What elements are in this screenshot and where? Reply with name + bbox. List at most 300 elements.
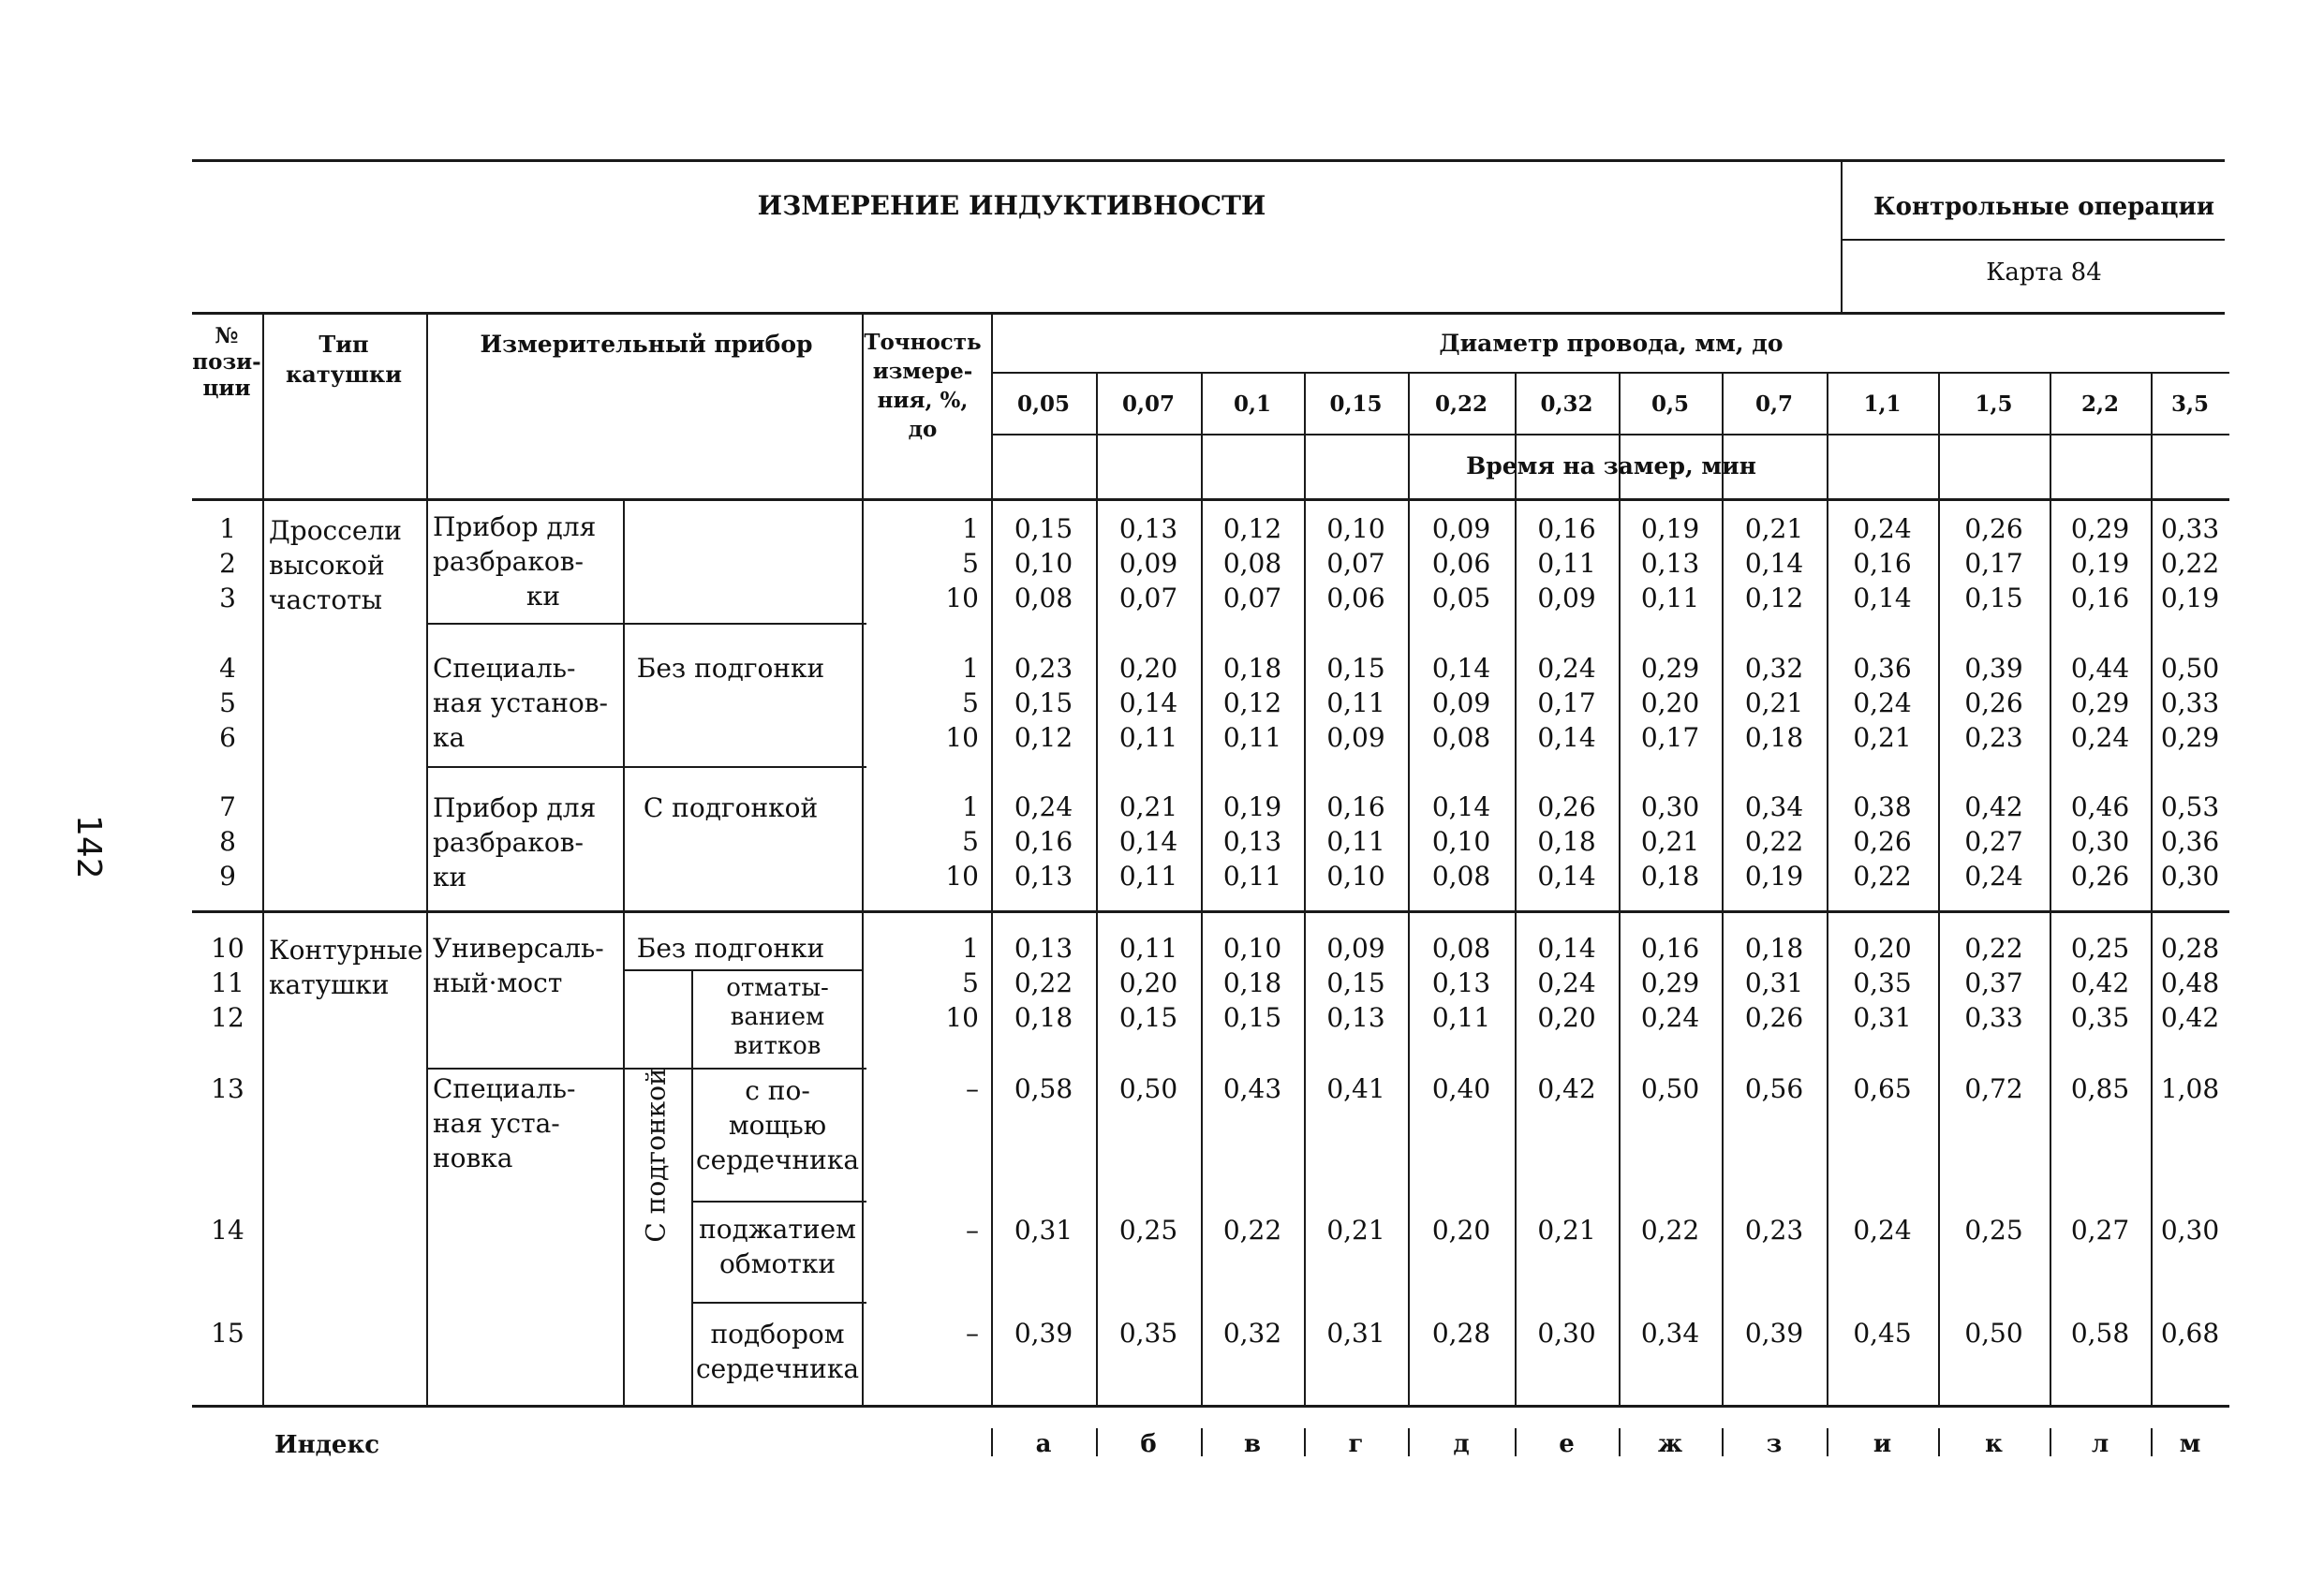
row-4-value-6: 0,24 [1537, 653, 1596, 684]
row-3-value-5: 0,05 [1431, 583, 1491, 613]
row-4-value-12: 0,50 [2160, 653, 2220, 684]
row-10-value-3: 0,10 [1222, 933, 1282, 964]
row-8-accuracy: 5 [962, 826, 979, 857]
diameter-8: 0,7 [1754, 391, 1794, 417]
table-bottom-rule [192, 1405, 2229, 1408]
row-2-value-1: 0,10 [1014, 548, 1073, 579]
row-9-value-1: 0,13 [1014, 861, 1073, 892]
row-5-value-11: 0,29 [2070, 687, 2130, 718]
coil-type-contour-line-2: катушки [269, 969, 390, 1000]
index-tick [2151, 1428, 2153, 1456]
row-15-value-10: 0,50 [1964, 1318, 2023, 1349]
row-2-value-3: 0,08 [1222, 548, 1282, 579]
row-3-accuracy: 10 [945, 583, 979, 613]
row-6-value-10: 0,23 [1964, 722, 2023, 753]
instrument-special-1-line-1: Специаль- [433, 653, 576, 684]
row-8-value-6: 0,18 [1537, 826, 1596, 857]
row-8-value-11: 0,30 [2070, 826, 2130, 857]
index-tick [2050, 1428, 2051, 1456]
card-number: Карта 84 [1986, 258, 2102, 287]
row-1-value-10: 0,26 [1964, 513, 2023, 544]
row-4-value-5: 0,14 [1431, 653, 1491, 684]
row-3-value-8: 0,12 [1744, 583, 1804, 613]
row-2-accuracy: 5 [962, 548, 979, 579]
row-1-value-5: 0,09 [1431, 513, 1491, 544]
row-12-position: 12 [211, 1002, 244, 1033]
index-tick [1515, 1428, 1517, 1456]
instrument-sorting-2-line-1: Прибор для [433, 792, 597, 823]
row-5-value-1: 0,15 [1014, 687, 1073, 718]
row-2-value-4: 0,07 [1326, 548, 1385, 579]
row-15-value-3: 0,32 [1222, 1318, 1282, 1349]
row-5-value-4: 0,11 [1326, 687, 1385, 718]
index-2: б [1140, 1430, 1157, 1458]
row-13-value-5: 0,40 [1431, 1073, 1491, 1104]
row-4-value-9: 0,36 [1853, 653, 1912, 684]
row-1-value-7: 0,19 [1640, 513, 1700, 544]
row-9-value-4: 0,10 [1326, 861, 1385, 892]
row-2-value-2: 0,09 [1118, 548, 1178, 579]
row-10-value-10: 0,22 [1964, 933, 2023, 964]
row-4-accuracy: 1 [962, 653, 979, 684]
row-7-accuracy: 1 [962, 791, 979, 822]
adjust-unwinding-line-2: ванием [730, 1003, 825, 1031]
row-7-value-4: 0,16 [1326, 791, 1385, 822]
row-1-accuracy: 1 [962, 513, 979, 544]
adjust-rule-1 [623, 969, 862, 971]
adjust-unwinding-line-1: отматы- [726, 974, 829, 1002]
diameter-col-rule [1304, 372, 1306, 1405]
index-1: а [1035, 1430, 1052, 1458]
row-12-value-2: 0,15 [1118, 1002, 1178, 1033]
row-12-value-5: 0,11 [1431, 1002, 1491, 1033]
row-2-value-8: 0,14 [1744, 548, 1804, 579]
row-9-value-10: 0,24 [1964, 861, 2023, 892]
row-15-position: 15 [211, 1318, 244, 1349]
row-1-value-2: 0,13 [1118, 513, 1178, 544]
row-15-value-8: 0,39 [1744, 1318, 1804, 1349]
row-8-value-10: 0,27 [1964, 826, 2023, 857]
row-10-position: 10 [211, 933, 244, 964]
index-tick [1619, 1428, 1621, 1456]
row-11-value-3: 0,18 [1222, 967, 1282, 998]
adjust-core-select-line-2: сердечника [695, 1353, 860, 1384]
row-6-value-2: 0,11 [1118, 722, 1178, 753]
accuracy-header-line-3: ния, %, [877, 388, 969, 413]
row-13-value-7: 0,50 [1640, 1073, 1700, 1104]
row-15-value-6: 0,30 [1537, 1318, 1596, 1349]
row-2-value-6: 0,11 [1537, 548, 1596, 579]
index-5: д [1453, 1430, 1470, 1458]
row-1-value-1: 0,15 [1014, 513, 1073, 544]
row-12-value-7: 0,24 [1640, 1002, 1700, 1033]
index-tick [1408, 1428, 1410, 1456]
row-1-value-6: 0,16 [1537, 513, 1596, 544]
row-6-value-7: 0,17 [1640, 722, 1700, 753]
row-6-value-8: 0,18 [1744, 722, 1804, 753]
row-13-value-2: 0,50 [1118, 1073, 1178, 1104]
diameter-12: 3,5 [2170, 391, 2210, 417]
row-12-value-9: 0,31 [1853, 1002, 1912, 1033]
row-15-value-11: 0,58 [2070, 1318, 2130, 1349]
section-rule [192, 910, 2229, 913]
adjust-with-vertical: С подгонкой [640, 1068, 672, 1243]
row-6-value-5: 0,08 [1431, 722, 1491, 753]
row-13-value-3: 0,43 [1222, 1073, 1282, 1104]
diameter-6: 0,32 [1540, 391, 1593, 417]
index-tick [1722, 1428, 1724, 1456]
row-1-value-3: 0,12 [1222, 513, 1282, 544]
row-6-value-1: 0,12 [1014, 722, 1073, 753]
adjust-core-help-line-1: с по- [745, 1075, 810, 1106]
group-rule-2 [426, 766, 866, 768]
index-tick [991, 1428, 993, 1456]
row-5-value-5: 0,09 [1431, 687, 1491, 718]
row-5-value-8: 0,21 [1744, 687, 1804, 718]
row-4-value-2: 0,20 [1118, 653, 1178, 684]
index-tick [1201, 1428, 1203, 1456]
row-10-value-5: 0,08 [1431, 933, 1491, 964]
row-10-value-2: 0,11 [1118, 933, 1178, 964]
header-divider [1841, 159, 1843, 314]
instrument-sorting-1-line-2: разбраков- [433, 546, 584, 577]
row-7-value-9: 0,38 [1853, 791, 1912, 822]
row-6-value-6: 0,14 [1537, 722, 1596, 753]
row-8-value-12: 0,36 [2160, 826, 2220, 857]
diameter-col-rule [1827, 372, 1828, 1405]
index-12: м [2179, 1430, 2201, 1458]
row-11-accuracy: 5 [962, 967, 979, 998]
coil-type-header-line-1: Тип [318, 331, 369, 358]
row-12-value-1: 0,18 [1014, 1002, 1073, 1033]
row-1-position: 1 [219, 513, 236, 544]
row-4-position: 4 [219, 653, 236, 684]
col-rule-diameter [991, 312, 993, 1405]
row-13-value-9: 0,65 [1853, 1073, 1912, 1104]
diameter-col-rule [1201, 372, 1203, 1405]
coil-type-chokes-line-3: частоты [269, 584, 383, 615]
row-7-value-7: 0,30 [1640, 791, 1700, 822]
row-3-value-10: 0,15 [1964, 583, 2023, 613]
row-11-value-11: 0,42 [2070, 967, 2130, 998]
row-10-value-9: 0,20 [1853, 933, 1912, 964]
row-13-value-4: 0,41 [1326, 1073, 1385, 1104]
row-5-value-10: 0,26 [1964, 687, 2023, 718]
row-11-value-8: 0,31 [1744, 967, 1804, 998]
row-6-value-11: 0,24 [2070, 722, 2130, 753]
row-9-accuracy: 10 [945, 861, 979, 892]
row-13-position: 13 [211, 1073, 244, 1104]
adjust-core-select-line-1: подбором [710, 1319, 845, 1350]
row-12-value-10: 0,33 [1964, 1002, 2023, 1033]
row-11-value-1: 0,22 [1014, 967, 1073, 998]
instrument-sorting-2-line-3: ки [433, 862, 467, 893]
row-2-value-11: 0,19 [2070, 548, 2130, 579]
instrument-special-2-line-2: ная уста- [433, 1108, 560, 1139]
row-14-value-6: 0,21 [1537, 1215, 1596, 1246]
adjust-unwinding-line-3: витков [733, 1032, 822, 1060]
adjust-none-2: Без подгонки [636, 933, 825, 964]
diameter-5: 0,22 [1434, 391, 1488, 417]
diameter-col-rule [1938, 372, 1940, 1405]
row-9-value-9: 0,22 [1853, 861, 1912, 892]
row-8-value-8: 0,22 [1744, 826, 1804, 857]
row-10-value-1: 0,13 [1014, 933, 1073, 964]
row-9-value-2: 0,11 [1118, 861, 1178, 892]
row-10-value-4: 0,09 [1326, 933, 1385, 964]
row-7-value-11: 0,46 [2070, 791, 2130, 822]
diameter-col-rule [1722, 372, 1724, 1405]
row-8-value-1: 0,16 [1014, 826, 1073, 857]
index-label: Индекс [274, 1431, 380, 1459]
row-7-value-12: 0,53 [2160, 791, 2220, 822]
row-1-value-8: 0,21 [1744, 513, 1804, 544]
coil-type-contour-line-1: Контурные [269, 935, 423, 966]
row-15-value-7: 0,34 [1640, 1318, 1700, 1349]
index-3: в [1243, 1430, 1262, 1458]
row-11-value-4: 0,15 [1326, 967, 1385, 998]
row-2-value-7: 0,13 [1640, 548, 1700, 579]
row-8-value-2: 0,14 [1118, 826, 1178, 857]
row-14-value-12: 0,30 [2160, 1215, 2220, 1246]
row-3-value-2: 0,07 [1118, 583, 1178, 613]
diameter-col-rule [1096, 372, 1098, 1405]
col-rule-pos [262, 312, 264, 1405]
row-9-value-12: 0,30 [2160, 861, 2220, 892]
page-number: 142 [69, 815, 108, 879]
row-3-value-3: 0,07 [1222, 583, 1282, 613]
row-12-accuracy: 10 [945, 1002, 979, 1033]
row-15-value-4: 0,31 [1326, 1318, 1385, 1349]
row-15-value-12: 0,68 [2160, 1318, 2220, 1349]
row-8-value-9: 0,26 [1853, 826, 1912, 857]
row-14-value-2: 0,25 [1118, 1215, 1178, 1246]
row-12-value-8: 0,26 [1744, 1002, 1804, 1033]
row-3-value-4: 0,06 [1326, 583, 1385, 613]
col-rule-method [691, 969, 693, 1405]
index-10: к [1985, 1430, 2003, 1458]
row-5-value-7: 0,20 [1640, 687, 1700, 718]
row-11-value-10: 0,37 [1964, 967, 2023, 998]
header-bottom-rule-2 [192, 498, 2229, 501]
index-tick [1827, 1428, 1828, 1456]
row-7-value-2: 0,21 [1118, 791, 1178, 822]
diameter-4: 0,15 [1329, 391, 1383, 417]
row-7-value-1: 0,24 [1014, 791, 1073, 822]
diameter-10: 1,5 [1975, 391, 2013, 417]
row-1-value-4: 0,10 [1326, 513, 1385, 544]
row-14-value-3: 0,22 [1222, 1215, 1282, 1246]
row-14-value-1: 0,31 [1014, 1215, 1073, 1246]
instrument-sorting-1-line-3: ки [525, 581, 561, 612]
row-11-value-6: 0,24 [1537, 967, 1596, 998]
row-14-value-5: 0,20 [1431, 1215, 1491, 1246]
adjust-core-help-line-2: мощью [728, 1110, 827, 1141]
row-12-value-3: 0,15 [1222, 1002, 1282, 1033]
row-6-value-9: 0,21 [1853, 722, 1912, 753]
row-12-value-11: 0,35 [2070, 1002, 2130, 1033]
diameter-values-rule [991, 434, 2229, 435]
adjust-with-1: С подгонкой [643, 792, 819, 823]
row-7-value-10: 0,42 [1964, 791, 2023, 822]
index-11: л [2091, 1430, 2109, 1458]
row-2-value-10: 0,17 [1964, 548, 2023, 579]
row-14-position: 14 [211, 1215, 244, 1246]
row-13-value-10: 0,72 [1964, 1073, 2023, 1104]
row-9-value-7: 0,18 [1640, 861, 1700, 892]
row-13-value-8: 0,56 [1744, 1073, 1804, 1104]
row-6-value-12: 0,29 [2160, 722, 2220, 753]
row-1-value-12: 0,33 [2160, 513, 2220, 544]
row-4-value-4: 0,15 [1326, 653, 1385, 684]
instrument-special-1-line-3: ка [433, 722, 466, 753]
row-12-value-4: 0,13 [1326, 1002, 1385, 1033]
accuracy-header-line-1: Точность [864, 330, 982, 355]
index-7: ж [1657, 1430, 1683, 1458]
position-header-line-3: ции [202, 376, 251, 401]
row-2-value-5: 0,06 [1431, 548, 1491, 579]
row-13-value-6: 0,42 [1537, 1073, 1596, 1104]
diameter-header-rule [991, 372, 2229, 374]
row-7-value-8: 0,34 [1744, 791, 1804, 822]
accuracy-header-line-2: измере- [872, 359, 973, 384]
row-13-value-1: 0,58 [1014, 1073, 1073, 1104]
row-14-value-9: 0,24 [1853, 1215, 1912, 1246]
row-3-value-12: 0,19 [2160, 583, 2220, 613]
diameter-col-rule [1619, 372, 1621, 1405]
top-rule [192, 159, 2225, 162]
diameter-header: Диаметр провода, мм, до [1439, 330, 1784, 357]
diameter-2: 0,07 [1121, 391, 1176, 417]
row-9-value-3: 0,11 [1222, 861, 1282, 892]
row-11-value-2: 0,20 [1118, 967, 1178, 998]
row-5-value-9: 0,24 [1853, 687, 1912, 718]
adjust-none-1: Без подгонки [636, 653, 825, 684]
row-4-value-11: 0,44 [2070, 653, 2130, 684]
method-rule-1 [691, 1201, 866, 1203]
index-8: з [1766, 1430, 1783, 1458]
row-11-value-5: 0,13 [1431, 967, 1491, 998]
row-10-value-12: 0,28 [2160, 933, 2220, 964]
position-header-line-2: пози- [192, 349, 261, 375]
row-6-accuracy: 10 [945, 722, 979, 753]
row-2-position: 2 [219, 548, 236, 579]
diameter-col-rule [2151, 372, 2153, 1405]
col-rule-type [426, 312, 428, 1405]
row-13-accuracy: – [966, 1073, 979, 1104]
row-14-accuracy: – [966, 1215, 979, 1246]
instrument-special-1-line-2: ная установ- [433, 687, 609, 718]
row-13-value-12: 1,08 [2160, 1073, 2220, 1104]
row-8-value-7: 0,21 [1640, 826, 1700, 857]
row-3-value-1: 0,08 [1014, 583, 1073, 613]
row-14-value-7: 0,22 [1640, 1215, 1700, 1246]
coil-type-chokes-line-1: Дроссели [269, 515, 402, 546]
diameter-col-rule [1515, 372, 1517, 1405]
row-3-value-9: 0,14 [1853, 583, 1912, 613]
index-tick [1938, 1428, 1940, 1456]
diameter-9: 1,1 [1863, 391, 1902, 417]
col-rule-accuracy [862, 312, 864, 1405]
diameter-col-rule [2050, 372, 2051, 1405]
row-5-value-2: 0,14 [1118, 687, 1178, 718]
row-6-value-3: 0,11 [1222, 722, 1282, 753]
header-mid-rule [1841, 239, 2225, 241]
coil-type-chokes-line-2: высокой [269, 550, 385, 581]
instrument-sorting-1-line-1: Прибор для [433, 511, 597, 542]
row-12-value-6: 0,20 [1537, 1002, 1596, 1033]
instrument-universal-line-2: ный·мост [433, 967, 563, 998]
coil-type-header-line-2: катушки [285, 361, 403, 388]
row-11-position: 11 [211, 967, 244, 998]
row-8-value-5: 0,10 [1431, 826, 1491, 857]
row-3-value-11: 0,16 [2070, 583, 2130, 613]
row-13-value-11: 0,85 [2070, 1073, 2130, 1104]
row-4-value-7: 0,29 [1640, 653, 1700, 684]
row-11-value-12: 0,48 [2160, 967, 2220, 998]
index-9: и [1873, 1430, 1892, 1458]
adjust-pressing-line-1: поджатием [699, 1214, 856, 1245]
accuracy-header-line-4: до [908, 417, 938, 442]
row-5-value-3: 0,12 [1222, 687, 1282, 718]
row-1-value-9: 0,24 [1853, 513, 1912, 544]
diameter-1: 0,05 [1016, 391, 1071, 417]
row-14-value-10: 0,25 [1964, 1215, 2023, 1246]
row-15-value-2: 0,35 [1118, 1318, 1178, 1349]
index-tick [1096, 1428, 1098, 1456]
row-5-position: 5 [219, 687, 236, 718]
row-9-value-6: 0,14 [1537, 861, 1596, 892]
row-8-value-4: 0,11 [1326, 826, 1385, 857]
diameter-col-rule [1408, 372, 1410, 1405]
page-title: ИЗМЕРЕНИЕ ИНДУКТИВНОСТИ [757, 190, 1266, 221]
time-header: Время на замер, мин [1466, 452, 1756, 480]
row-14-value-11: 0,27 [2070, 1215, 2130, 1246]
row-9-value-8: 0,19 [1744, 861, 1804, 892]
row-12-value-12: 0,42 [2160, 1002, 2220, 1033]
position-header-line-1: № [215, 323, 239, 348]
row-7-value-3: 0,19 [1222, 791, 1282, 822]
row-4-value-10: 0,39 [1964, 653, 2023, 684]
row-10-value-7: 0,16 [1640, 933, 1700, 964]
row-9-position: 9 [219, 861, 236, 892]
row-15-value-1: 0,39 [1014, 1318, 1073, 1349]
row-10-value-8: 0,18 [1744, 933, 1804, 964]
row-3-value-6: 0,09 [1537, 583, 1596, 613]
row-14-value-4: 0,21 [1326, 1215, 1385, 1246]
row-2-value-12: 0,22 [2160, 548, 2220, 579]
row-3-value-7: 0,11 [1640, 583, 1700, 613]
row-10-accuracy: 1 [962, 933, 979, 964]
col-rule-adjust [623, 498, 625, 1407]
row-11-value-7: 0,29 [1640, 967, 1700, 998]
index-tick [1304, 1428, 1306, 1456]
adjust-pressing-line-2: обмотки [718, 1248, 836, 1279]
row-6-value-4: 0,09 [1326, 722, 1385, 753]
header-bottom-rule [192, 312, 2225, 315]
instrument-special-2-line-1: Специаль- [433, 1073, 576, 1104]
row-2-value-9: 0,16 [1853, 548, 1912, 579]
row-8-position: 8 [219, 826, 236, 857]
diameter-7: 0,5 [1650, 391, 1690, 417]
row-4-value-8: 0,32 [1744, 653, 1804, 684]
method-rule-2 [691, 1302, 866, 1304]
group-rule-1 [426, 623, 866, 625]
row-10-value-11: 0,25 [2070, 933, 2130, 964]
row-7-position: 7 [219, 791, 236, 822]
index-6: е [1559, 1430, 1575, 1458]
row-15-value-5: 0,28 [1431, 1318, 1491, 1349]
